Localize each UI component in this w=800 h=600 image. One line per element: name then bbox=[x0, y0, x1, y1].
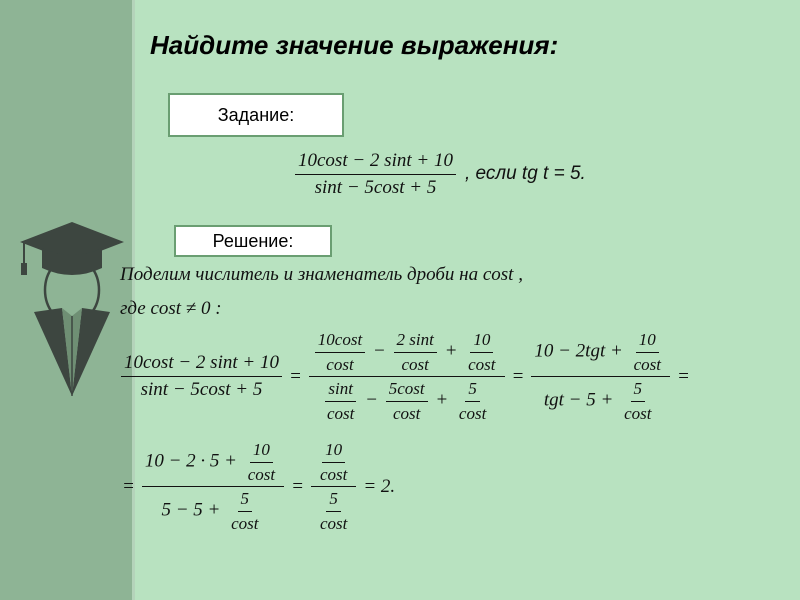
sub-num: sint bbox=[325, 379, 356, 402]
solution-text-line-2: где cost ≠ 0 : bbox=[120, 298, 222, 319]
sub-fraction bbox=[317, 489, 350, 533]
sub-den: cost bbox=[458, 403, 487, 423]
step1-right-fraction bbox=[531, 330, 670, 423]
sub-fraction bbox=[245, 440, 278, 484]
step1-left-den: sint − 5cost + 5 bbox=[140, 379, 263, 401]
sub-fraction bbox=[456, 379, 489, 423]
step1-right-den bbox=[541, 377, 661, 423]
step2-den bbox=[158, 487, 267, 533]
task-numerator: 10cost − 2 sint + 10 bbox=[295, 150, 456, 175]
sub-fraction bbox=[324, 379, 357, 423]
step2-final-num bbox=[311, 440, 356, 487]
sub-num: 10 bbox=[250, 440, 273, 463]
task-denominator: sint − 5cost + 5 bbox=[314, 176, 437, 198]
task-condition: , если tg t = 5. bbox=[464, 163, 586, 185]
sub-fraction bbox=[394, 330, 437, 374]
solution-label: Решение: bbox=[212, 230, 294, 251]
sub-den: cost bbox=[247, 464, 276, 484]
sub-num: 5 bbox=[238, 489, 253, 512]
equals-sign: = bbox=[676, 365, 690, 387]
expr-text: 10 − 2 · 5 + bbox=[144, 450, 237, 472]
expr-text: 10 − 2tgt + bbox=[534, 340, 623, 362]
equals-sign: = bbox=[291, 475, 304, 497]
task-expression bbox=[292, 150, 586, 199]
sub-fraction bbox=[315, 330, 365, 374]
sub-den: cost bbox=[468, 354, 496, 374]
sub-den: cost bbox=[319, 464, 348, 484]
step1-right-num bbox=[531, 330, 670, 377]
sub-fraction bbox=[631, 330, 664, 374]
sub-fraction bbox=[465, 330, 498, 374]
solution-step-2 bbox=[118, 440, 399, 533]
solution-text-line-1: Поделим числитель и знаменатель дроби на cost , bbox=[120, 264, 523, 285]
solution-label-box bbox=[174, 225, 332, 257]
step1-left-num: 10cost − 2 sint + 10 bbox=[121, 352, 282, 377]
page-title: Найдите значение выражения: bbox=[150, 30, 559, 60]
sub-den: cost bbox=[231, 513, 259, 533]
step1-complex-num bbox=[309, 330, 505, 377]
sub-num: 5cost bbox=[386, 379, 428, 402]
sub-fraction bbox=[621, 379, 654, 423]
step2-fraction bbox=[142, 440, 284, 533]
task-label: Задание: bbox=[217, 104, 295, 125]
graduate-cap-figure-icon bbox=[14, 220, 124, 400]
step2-final-fraction bbox=[311, 440, 356, 533]
sub-den: cost bbox=[392, 403, 421, 423]
step1-complex-den bbox=[318, 377, 495, 423]
step2-num bbox=[142, 440, 284, 487]
step1-complex-fraction bbox=[309, 330, 505, 423]
equals-sign: = bbox=[511, 365, 525, 387]
sub-num: 10 bbox=[636, 330, 659, 353]
plus-sign: + bbox=[435, 389, 449, 411]
minus-sign: − bbox=[372, 340, 386, 362]
result-value: = 2. bbox=[363, 475, 396, 497]
equals-sign: = bbox=[122, 475, 135, 497]
sub-den: cost bbox=[319, 513, 348, 533]
step1-left-fraction bbox=[121, 352, 282, 401]
sub-den: cost bbox=[624, 403, 652, 423]
solution-step-1 bbox=[118, 330, 694, 423]
sub-num: 2 sint bbox=[394, 330, 437, 353]
expr-text: 5 − 5 + bbox=[161, 499, 221, 521]
sub-fraction bbox=[228, 489, 261, 533]
sub-num: 10 bbox=[470, 330, 493, 353]
sub-den: cost bbox=[401, 354, 429, 374]
equals-sign: = bbox=[288, 365, 302, 387]
sub-num: 5 bbox=[326, 489, 341, 512]
task-label-box bbox=[168, 93, 344, 137]
task-fraction bbox=[295, 150, 456, 199]
step2-final-den bbox=[311, 487, 356, 533]
expr-text: tgt − 5 + bbox=[543, 389, 614, 411]
sub-num: 10 bbox=[322, 440, 345, 463]
sub-num: 5 bbox=[631, 379, 646, 402]
sub-num: 5 bbox=[465, 379, 480, 402]
minus-sign: − bbox=[365, 389, 378, 411]
sub-den: cost bbox=[326, 354, 354, 374]
sub-num: 10cost bbox=[315, 330, 365, 353]
sub-fraction bbox=[386, 379, 428, 423]
sub-fraction bbox=[317, 440, 350, 484]
sub-den: cost bbox=[326, 403, 355, 423]
plus-sign: + bbox=[444, 340, 458, 362]
sub-den: cost bbox=[633, 354, 661, 374]
